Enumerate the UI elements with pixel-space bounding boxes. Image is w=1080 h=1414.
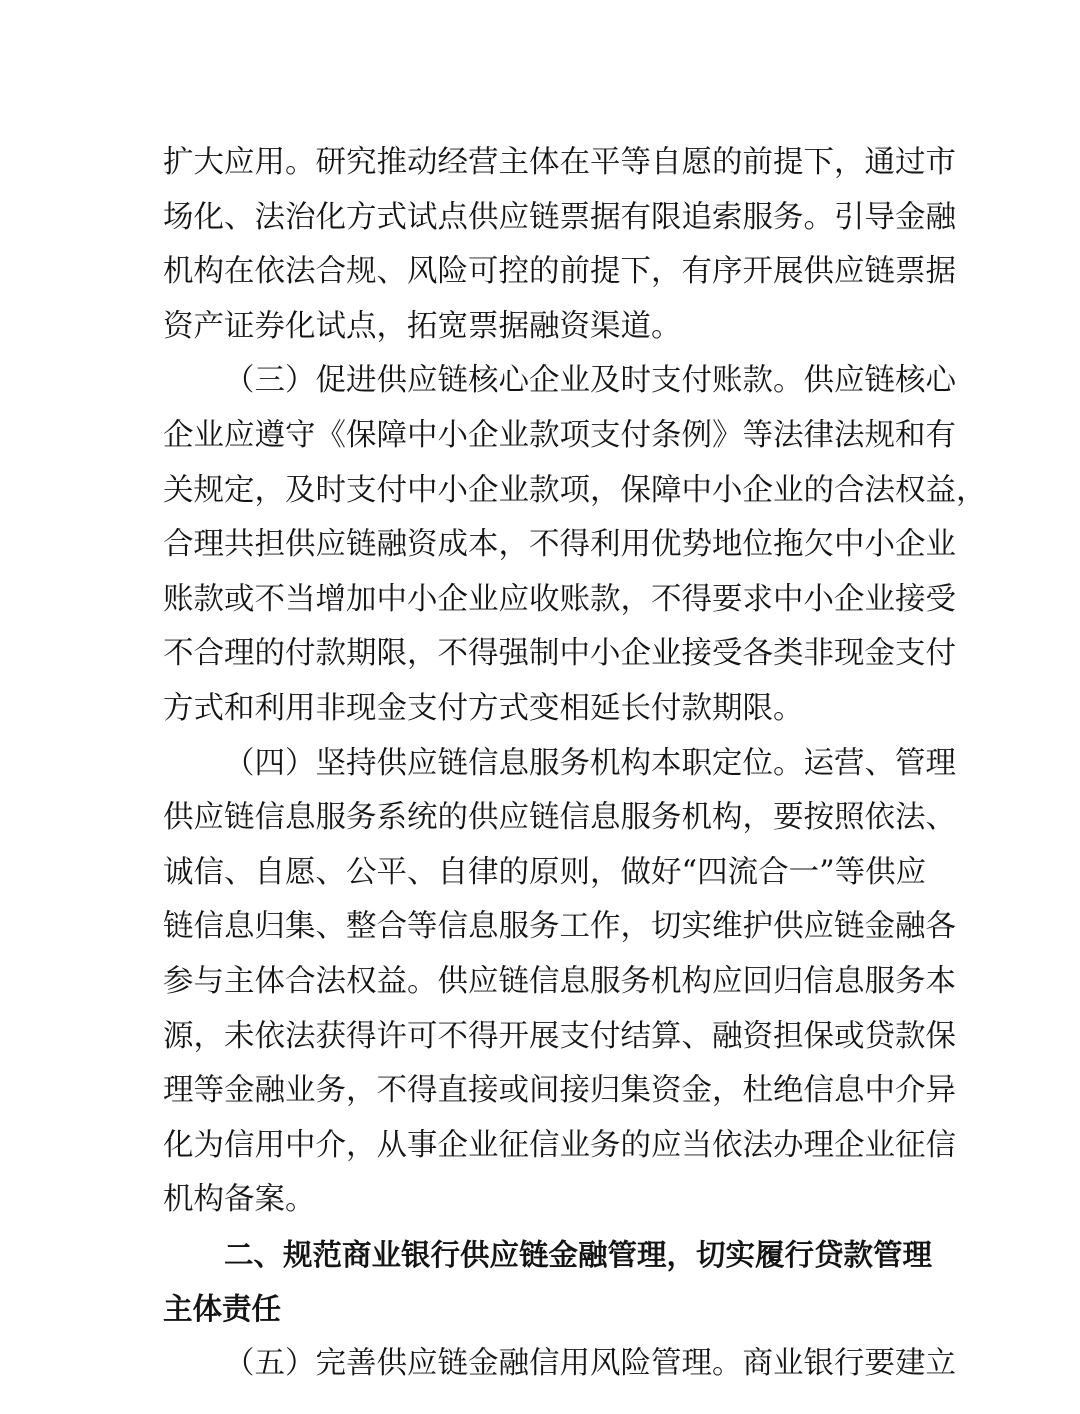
paragraph-line: 源，未依法获得许可不得开展支付结算、融资担保或贷款保: [163, 1018, 956, 1054]
paragraph-line: 企业应遵守《保障中小企业款项支付条例》等法律法规和有: [163, 417, 956, 453]
document-body: [163, 136, 987, 1392]
paragraph-line: 账款或不当增加中小企业应收账款，不得要求中小企业接受: [163, 581, 956, 617]
paragraph-line: 关规定，及时支付中小企业款项，保障中小企业的合法权益，: [163, 472, 987, 508]
paragraph-line: 供应链信息服务系统的供应链信息服务机构，要按照依法、: [163, 800, 956, 836]
section-5-first-line: （五）完善供应链金融信用风险管理。商业银行要建立: [224, 1346, 956, 1382]
paragraph-line: 资产证券化试点，拓宽票据融资渠道。: [163, 308, 682, 344]
paragraph-line: 不合理的付款期限，不得强制中小企业接受各类非现金支付: [163, 636, 956, 672]
paragraph-line: 机构备案。: [163, 1182, 316, 1218]
paragraph-line: 诚信、自愿、公平、自律的原则，做好“四流合一”等供应: [163, 854, 927, 890]
paragraph-line: 扩大应用。研究推动经营主体在平等自愿的前提下，通过市: [163, 145, 956, 180]
section-heading: 二、规范商业银行供应链金融管理，切实履行贷款管理: [224, 1237, 933, 1272]
paragraph-line: 化为信用中介，从事企业征信业务的应当依法办理企业征信: [163, 1127, 956, 1163]
paragraph-line: 场化、法治化方式试点供应链票据有限追索服务。引导金融: [163, 199, 956, 235]
section-4-first-line: （四）坚持供应链信息服务机构本职定位。运营、管理: [224, 745, 956, 781]
paragraph-line: 方式和利用非现金支付方式变相延长付款期限。: [163, 690, 804, 726]
paragraph-line: 参与主体合法权益。供应链信息服务机构应回归信息服务本: [163, 963, 956, 999]
paragraph-line: 合理共担供应链融资成本，不得利用优势地位拖欠中小企业: [163, 527, 956, 563]
paragraph-line: 理等金融业务，不得直接或间接归集资金，杜绝信息中介异: [163, 1073, 956, 1109]
paragraph-line: 链信息归集、整合等信息服务工作，切实维护供应链金融各: [163, 909, 956, 945]
section-heading-continuation: 主体责任: [163, 1292, 282, 1327]
paragraph-line: 机构在依法合规、风险可控的前提下，有序开展供应链票据: [163, 254, 956, 290]
section-3-first-line: （三）促进供应链核心企业及时支付账款。供应链核心: [224, 363, 956, 399]
